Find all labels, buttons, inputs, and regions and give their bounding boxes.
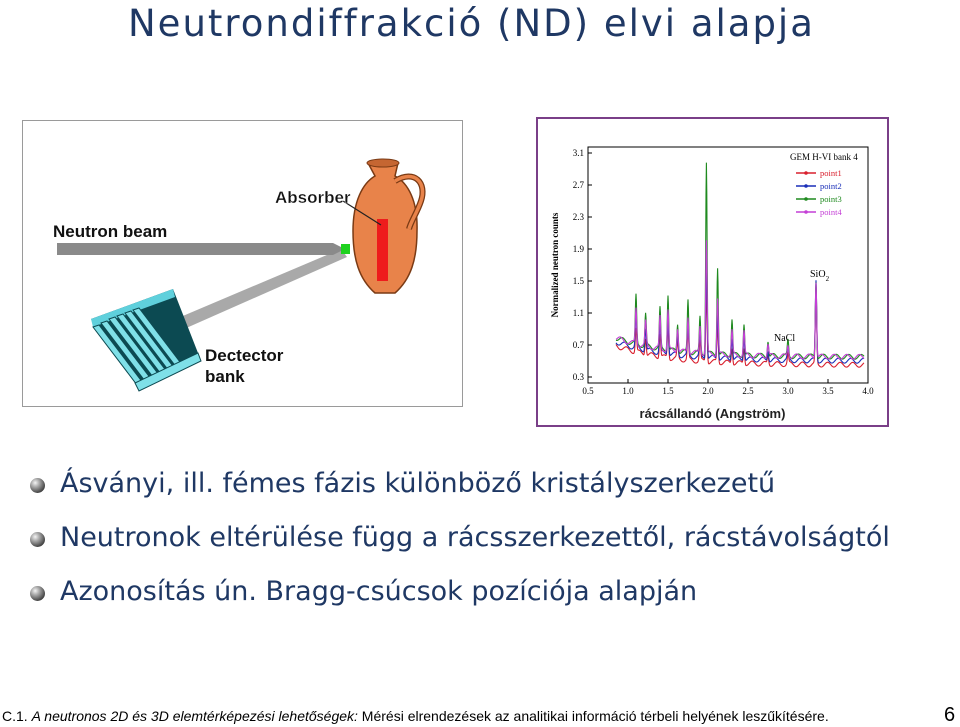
x-tick-label: 3.0	[782, 386, 794, 396]
y-tick-label: 1.5	[572, 276, 584, 286]
y-tick-label: 3.1	[572, 148, 584, 158]
legend-marker	[804, 210, 808, 214]
legend-label: point4	[820, 207, 842, 217]
y-tick-label: 1.9	[572, 244, 584, 254]
bullet-text: Ásványi, ill. fémes fázis különböző kristályszerkezetű	[60, 468, 776, 499]
detector-label-line2: bank	[205, 367, 245, 386]
absorber-slab	[377, 219, 388, 281]
x-tick-label: 2.0	[702, 386, 714, 396]
chart-title: GEM H-VI bank 4	[790, 152, 858, 162]
legend-label: point1	[820, 168, 842, 178]
absorber-label: Absorber	[275, 188, 351, 207]
annotation-sio: SiO$_2$	[810, 269, 830, 283]
sample-spot	[341, 244, 350, 254]
x-tick-label: 0.5	[582, 386, 594, 396]
diffraction-chart-svg	[538, 119, 887, 425]
detector-bank	[91, 289, 201, 391]
page-number: 6	[944, 704, 956, 726]
bullet-item	[30, 466, 890, 520]
diffraction-chart	[536, 117, 889, 427]
y-tick-label: 2.7	[572, 180, 584, 190]
bullet-icon	[30, 532, 45, 547]
bullet-item	[30, 520, 890, 574]
legend-label: point2	[820, 181, 842, 191]
x-tick-label: 1.5	[662, 386, 674, 396]
legend-marker	[804, 197, 808, 201]
footer-rest: Mérési elrendezések az analitikai információ térbeli helyének leszűkítésére.	[357, 708, 829, 724]
footer-italic: A neutronos 2D és 3D elemtérképezési lehetőségek:	[31, 708, 358, 724]
bullet-text: Azonosítás ún. Bragg-csúcsok pozíciója alapján	[60, 576, 698, 607]
neutron-diffraction-diagram	[22, 120, 463, 407]
neutron-beam-label: Neutron beam	[53, 222, 168, 241]
legend-label: point3	[820, 194, 842, 204]
y-tick-label: 0.3	[572, 372, 584, 382]
x-tick-label: 2.5	[742, 386, 754, 396]
incoming-neutron-beam	[57, 243, 345, 255]
y-tick-label: 2.3	[572, 212, 584, 222]
diffracted-beam	[171, 249, 347, 333]
series-line-point4	[616, 240, 864, 359]
bullet-icon	[30, 478, 45, 493]
series-line-point3	[616, 163, 864, 360]
annotation-nacl: NaCl	[774, 333, 796, 344]
footer-prefix: C.1.	[2, 708, 32, 724]
legend-marker	[804, 171, 808, 175]
series-line-point1	[616, 286, 864, 367]
chart-x-axis-caption: rácsállandó (Angström)	[639, 406, 786, 421]
bullet-item	[30, 574, 890, 628]
y-tick-label: 0.7	[572, 340, 584, 350]
bullet-text: Neutronok eltérülése függ a rácsszerkezettől, rácstávolságtól	[60, 522, 890, 553]
bullet-icon	[30, 586, 45, 601]
y-axis-label: Normalized neutron counts	[550, 212, 560, 318]
slide-footer	[2, 708, 829, 724]
slide-title: Neutrondiffrakció (ND) elvi alapja	[128, 2, 815, 45]
x-tick-label: 3.5	[822, 386, 834, 396]
y-tick-label: 1.1	[572, 308, 584, 318]
x-tick-label: 4.0	[862, 386, 874, 396]
x-tick-label: 1.0	[622, 386, 634, 396]
detector-label-line1: Dectector	[205, 346, 284, 365]
legend-marker	[804, 184, 808, 188]
bullet-list	[30, 466, 890, 628]
